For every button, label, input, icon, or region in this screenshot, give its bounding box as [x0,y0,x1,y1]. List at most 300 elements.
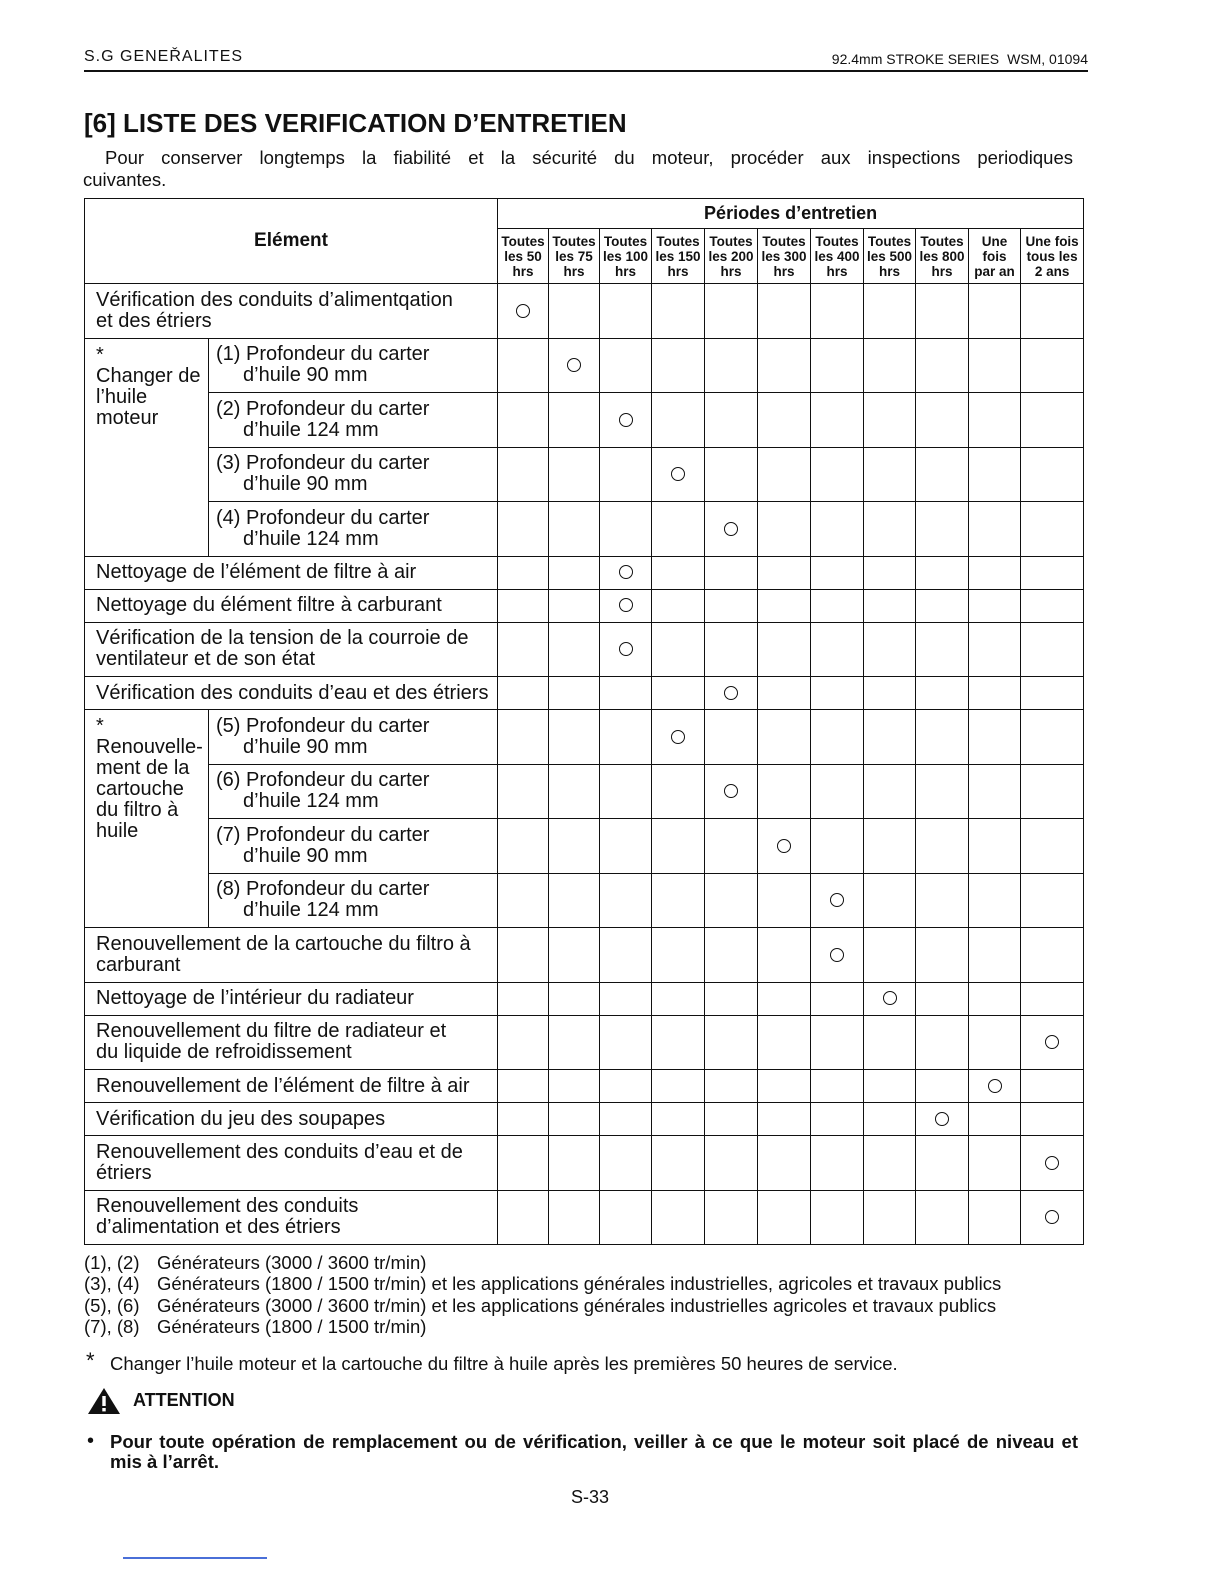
maintenance-item [85,622,498,677]
check-mark [724,522,738,536]
page-number: S-33 [570,1487,610,1507]
group-label-line: Renouvelle- [96,736,203,758]
period-cell [864,393,916,448]
period-cell [600,1070,652,1103]
period-cell [916,338,969,393]
intro-line: Pour conserver longtemps la fiabilité et la sécurité du moteur, procéder aux inspections periodiques [105,147,1073,168]
period-cell [498,873,549,928]
period-cell [811,873,864,928]
period-cell [1021,1190,1084,1245]
period-header [969,229,1021,284]
item-text: Renouvellement des conduits [96,1195,359,1218]
period-header-line: hrs [512,263,534,279]
period-cell [1021,677,1084,710]
period-cell [652,556,705,589]
period-cell [1021,873,1084,928]
period-cell [549,764,600,819]
period-cell [549,556,600,589]
period-cell [549,710,600,765]
period-cell [864,1136,916,1191]
period-cell [758,1136,811,1191]
period-cell [1021,764,1084,819]
asterisk-symbol: * [86,1348,95,1373]
period-header-line: Une fois [1025,233,1079,249]
period-cell [1021,1136,1084,1191]
table-body [85,284,1084,1245]
period-cell [864,1103,916,1136]
header-row [85,199,1084,229]
period-cell [1021,284,1084,339]
period-cell [969,982,1021,1015]
period-cell [916,1190,969,1245]
period-cell [1021,1070,1084,1103]
period-header [864,229,916,284]
period-cell [705,622,758,677]
item-text: Vérification du jeu des soupapes [96,1107,386,1130]
period-cell [969,764,1021,819]
period-cell [549,284,600,339]
check-mark [671,730,685,744]
asterisk-note: Changer l’huile moteur et la cartouche du filtre à huile après les premières 50 heures de service. [110,1353,898,1374]
period-cell [1021,393,1084,448]
period-cell [864,589,916,622]
warning-icon [87,1387,121,1415]
period-cell [758,447,811,502]
footnote-text: Générateurs (1800 / 1500 tr/min) [157,1315,427,1337]
attention-label: ATTENTION [133,1390,235,1410]
maintenance-item [85,928,498,983]
period-header-line: les 75 [555,248,593,264]
period-cell [652,589,705,622]
period-cell [1021,1015,1084,1070]
sub-item-detail: d’huile 90 mm [243,844,368,867]
section-header: S.G GENEŘALITES [84,48,244,65]
period-cell [758,393,811,448]
period-header [916,229,969,284]
check-mark [883,991,897,1005]
check-mark [671,467,685,481]
period-cell [498,982,549,1015]
period-cell [600,556,652,589]
period-cell [600,622,652,677]
period-cell [549,622,600,677]
period-cell [758,710,811,765]
period-cell [652,502,705,557]
period-cell [549,1136,600,1191]
period-cell [811,1190,864,1245]
period-cell [600,710,652,765]
period-cell [916,982,969,1015]
group-label [85,710,209,928]
period-cell [498,677,549,710]
footnote-text: Générateurs (3000 / 3600 tr/min) [157,1252,427,1273]
sub-item-detail: d’huile 124 mm [243,790,379,813]
period-cell [758,982,811,1015]
item-text: Vérification des conduits d’alimentqation [96,288,453,311]
period-cell [652,393,705,448]
period-cell [969,284,1021,339]
element-header-text: Elément [254,230,328,251]
period-cell [758,677,811,710]
period-cell [652,1103,705,1136]
period-cell [1021,338,1084,393]
maintenance-item [85,1103,498,1136]
period-cell [969,1136,1021,1191]
period-cell [498,1015,549,1070]
period-header-line: hrs [931,263,953,279]
period-header-line: Toutes [762,233,806,249]
periods-header-text: Périodes d’entretien [704,203,878,223]
period-cell [549,819,600,874]
period-cell [600,393,652,448]
period-cell [600,284,652,339]
table-row [85,710,1084,765]
period-cell [600,819,652,874]
period-cell [969,1103,1021,1136]
period-header-line: hrs [720,263,742,279]
period-cell [758,873,811,928]
period-header [549,229,600,284]
period-cell [600,589,652,622]
footnote-text: Générateurs (3000 / 3600 tr/min) et les applications générales industrielles agricoles et travaux publics [157,1294,997,1316]
period-cell [864,764,916,819]
maintenance-item [85,284,498,339]
item-text: ventilateur et de son état [96,648,316,671]
table-row [85,1103,1084,1136]
period-cell [864,873,916,928]
item-text: du liquide de refroidissement [96,1041,352,1064]
period-cell [969,502,1021,557]
sub-item-text: (7) Profondeur du carter [216,823,430,846]
period-cell [549,677,600,710]
period-cell [811,447,864,502]
check-mark [830,893,844,907]
maintenance-item [85,1136,498,1191]
maintenance-item [85,556,498,589]
footnote-label: (5), (6) [84,1294,140,1316]
page-title: [6] LISTE DES VERIFICATION D’ENTRETIEN [84,108,627,138]
period-cell [705,284,758,339]
period-header-line: hrs [773,263,795,279]
period-cell [705,677,758,710]
sub-item-detail: d’huile 90 mm [243,364,368,387]
period-cell [811,677,864,710]
period-cell [498,622,549,677]
period-cell [652,1070,705,1103]
period-cell [864,556,916,589]
period-header [811,229,864,284]
item-text: Nettoyage de l’élément de filtre à air [96,561,417,583]
sub-item-text: (8) Profondeur du carter [216,878,430,901]
period-cell [758,589,811,622]
sub-item-detail: d’huile 124 mm [243,899,379,922]
period-cell [652,447,705,502]
period-cell [549,928,600,983]
check-mark [619,565,633,579]
check-mark [619,413,633,427]
group-label-line: du filtro à [96,799,179,821]
check-mark [830,948,844,962]
period-header-line: Toutes [709,233,753,249]
period-cell [1021,1103,1084,1136]
item-text: carburant [96,953,181,976]
period-header-line: hrs [563,263,585,279]
period-cell [811,1070,864,1103]
table-row [85,764,1084,819]
maintenance-table [84,198,1084,1245]
footnotes [84,1252,1001,1337]
period-cell [811,819,864,874]
group-label-line: cartouche [96,778,184,800]
period-header-line: hrs [826,263,848,279]
table-row [85,1136,1084,1191]
period-cell [705,447,758,502]
period-cell [969,1015,1021,1070]
period-cell [705,556,758,589]
period-cell [864,710,916,765]
period-cell [549,338,600,393]
sub-item-text: (4) Profondeur du carter [216,506,430,529]
period-header-line: Toutes [603,233,648,249]
table-row [85,622,1084,677]
period-cell [758,1015,811,1070]
sub-item-text: (2) Profondeur du carter [216,397,430,420]
item-text: Vérification des conduits d’eau et des étriers [96,681,489,704]
period-cell [549,502,600,557]
period-cell [758,819,811,874]
item-text: Renouvellement de l’élément de filtre à air [96,1074,470,1097]
period-cell [705,1103,758,1136]
period-cell [549,1190,600,1245]
footnote-label: (3), (4) [84,1273,140,1295]
item-text: et des étriers [96,309,212,332]
period-cell [864,928,916,983]
period-cell [600,982,652,1015]
footnote-text: Générateurs (1800 / 1500 tr/min) et les applications générales industrielles, agricoles et travaux publics [157,1273,1002,1295]
period-cell [652,1190,705,1245]
period-cell [705,393,758,448]
period-cell [600,677,652,710]
period-cell [916,556,969,589]
period-cell [758,1190,811,1245]
period-cell [969,677,1021,710]
period-cell [916,589,969,622]
sub-item [209,873,498,928]
period-cell [549,589,600,622]
period-header-line: hrs [879,263,901,279]
period-cell [969,873,1021,928]
footnote-label: (1), (2) [84,1252,140,1273]
period-cell [652,819,705,874]
group-label-line: moteur [96,406,159,429]
period-cell [916,873,969,928]
warning-triangle-icon [87,1387,121,1415]
period-header [1021,229,1084,284]
period-header-line: les 800 [919,248,965,264]
sub-item [209,819,498,874]
period-cell [705,1190,758,1245]
check-mark [777,839,791,853]
period-header-line: Toutes [920,233,964,249]
period-cell [916,1015,969,1070]
period-cell [1021,589,1084,622]
check-mark [516,304,530,318]
table-row [85,589,1084,622]
period-cell [758,928,811,983]
period-cell [652,338,705,393]
table-row [85,447,1084,502]
maintenance-item [85,1015,498,1070]
period-cell [705,873,758,928]
period-cell [864,622,916,677]
period-cell [652,622,705,677]
check-mark [935,1112,949,1126]
period-cell [916,819,969,874]
period-cell [705,1070,758,1103]
period-cell [498,284,549,339]
sub-item-detail: d’huile 124 mm [243,527,379,550]
item-text: étriers [96,1161,152,1184]
period-cell [498,1190,549,1245]
period-cell [969,556,1021,589]
table-row [85,1015,1084,1070]
group-label-line: l’huile [96,385,148,408]
period-cell [916,1070,969,1103]
sub-item [209,393,498,448]
sub-item [209,338,498,393]
group-label-line: * [96,715,104,737]
period-cell [498,447,549,502]
sub-item [209,764,498,819]
footnote [84,1252,1001,1273]
period-cell [498,1103,549,1136]
table-row [85,1070,1084,1103]
period-cell [969,393,1021,448]
period-cell [864,1015,916,1070]
check-mark [619,642,633,656]
table-row [85,502,1084,557]
period-cell [969,622,1021,677]
period-header [652,229,705,284]
warning-text [110,1432,1078,1472]
period-cell [549,393,600,448]
scan-blue-line [123,1557,267,1559]
period-cell [916,622,969,677]
footnote [84,1316,1001,1337]
period-cell [498,928,549,983]
period-cell [600,1190,652,1245]
period-cell [549,873,600,928]
period-cell [864,982,916,1015]
period-cell [758,338,811,393]
footnote-label: (7), (8) [84,1315,140,1337]
period-header-line: Toutes [501,233,545,249]
footnote [84,1273,1001,1294]
period-header-line: les 400 [814,248,860,264]
sub-item-text: (6) Profondeur du carter [216,769,430,792]
period-cell [811,1136,864,1191]
period-cell [969,928,1021,983]
table-row [85,393,1084,448]
period-cell [600,1103,652,1136]
bullet-symbol: • [87,1430,95,1452]
period-cell [811,338,864,393]
period-cell [916,284,969,339]
period-cell [705,710,758,765]
header-rule [84,70,1088,72]
check-mark [988,1079,1002,1093]
period-cell [498,819,549,874]
period-header-line: les 500 [866,248,913,264]
footnote [84,1295,1001,1316]
period-cell [916,502,969,557]
period-cell [600,928,652,983]
period-cell [864,1070,916,1103]
group-label-line: Changer de [96,364,201,387]
period-cell [498,393,549,448]
period-cell [811,764,864,819]
period-cell [498,1070,549,1103]
period-cell [705,764,758,819]
period-cell [549,447,600,502]
check-mark [724,784,738,798]
period-cell [811,1015,864,1070]
manual-code: WSM, 01094 [1007,51,1088,67]
period-header-line: Une [981,233,1008,249]
period-header-line: les 300 [761,248,807,264]
period-cell [1021,447,1084,502]
period-cell [864,338,916,393]
period-cell [600,1136,652,1191]
period-cell [705,819,758,874]
period-cell [916,764,969,819]
series-label: 92.4mm STROKE SERIES [831,51,1000,67]
period-cell [652,710,705,765]
check-mark [619,598,633,612]
maintenance-item [85,677,498,710]
period-cell [705,338,758,393]
period-cell [498,589,549,622]
period-cell [916,710,969,765]
maintenance-item [85,982,498,1015]
period-header-line: les 50 [504,248,542,264]
table-row [85,677,1084,710]
period-cell [811,502,864,557]
period-cell [969,589,1021,622]
check-mark [567,358,581,372]
period-cell [864,284,916,339]
item-text: Renouvellement du filtre de radiateur et [96,1020,447,1043]
sub-item-detail: d’huile 90 mm [243,735,368,758]
period-cell [864,1190,916,1245]
sub-item [209,447,498,502]
table-row [85,873,1084,928]
table-row [85,1190,1084,1245]
warning-line: mis à l’arrêt. [110,1451,220,1472]
series-header [832,50,1088,68]
table-row [85,556,1084,589]
period-header-line: Toutes [552,233,596,249]
period-cell [600,764,652,819]
maintenance-item [85,1190,498,1245]
period-cell [600,1015,652,1070]
period-cell [1021,556,1084,589]
period-cell [705,589,758,622]
period-cell [652,764,705,819]
period-cell [1021,710,1084,765]
period-cell [549,1015,600,1070]
table-header [85,199,1084,284]
